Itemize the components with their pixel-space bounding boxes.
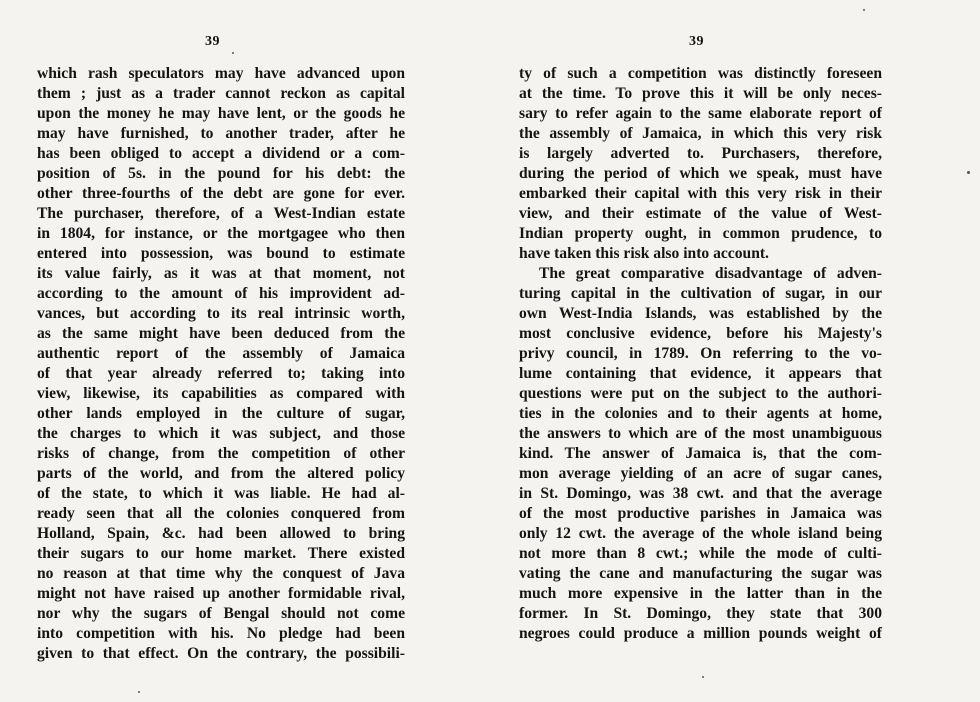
right-page-body — [519, 64, 882, 644]
text-line: The purchaser, therefore, of a West-Indian estate — [37, 205, 405, 222]
text-line: own West-India Islands, was established by the — [519, 305, 882, 322]
text-line: their sugars to our home market. There existed — [37, 545, 405, 562]
text-line: only 12 cwt. the average of the whole island being — [519, 525, 882, 542]
text-line: as the same might have been deduced from the — [37, 325, 405, 342]
print-speck — [138, 691, 140, 693]
text-line: ready seen that all the colonies conquered from — [37, 505, 405, 522]
print-speck — [967, 171, 970, 174]
text-line: lume containing that evidence, it appears that — [519, 365, 882, 382]
text-line: in 1804, for instance, or the mortgagee who then — [37, 225, 405, 242]
text-line: negroes could produce a million pounds weight of — [519, 625, 882, 642]
text-line: view, and their estimate of the value of West- — [519, 205, 882, 222]
text-line: The great comparative disadvantage of adven- — [539, 265, 882, 282]
text-line: in St. Domingo, was 38 cwt. and that the average — [519, 485, 882, 502]
text-line: the assembly of Jamaica, in which this very risk — [519, 125, 882, 142]
text-line: of that year already referred to; taking into — [37, 365, 405, 382]
print-speck — [702, 676, 704, 678]
text-line: its value fairly, as it was at that moment, not — [37, 265, 405, 282]
text-line: former. In St. Domingo, they state that 300 — [519, 605, 882, 622]
text-line: embarked their capital with this very risk in their — [519, 185, 882, 202]
text-line: Indian property ought, in common prudence, to — [519, 225, 882, 242]
text-line: may have furnished, to another trader, after he — [37, 125, 405, 142]
text-line: other three-fourths of the debt are gone for ever. — [37, 185, 405, 202]
text-line: at the time. To prove this it will be only neces- — [519, 85, 882, 102]
text-line: questions were put on the subject to the authori- — [519, 385, 882, 402]
text-line: kind. The answer of Jamaica is, that the com- — [519, 445, 882, 462]
text-line: privy council, in 1789. On referring to the vo- — [519, 345, 882, 362]
text-line: of the state, to which it was liable. He had al- — [37, 485, 405, 502]
text-line: mon average yielding of an acre of sugar canes, — [519, 465, 882, 482]
text-line: much more expensive in the latter than in the — [519, 585, 882, 602]
text-line: nor why the sugars of Bengal should not come — [37, 605, 405, 622]
text-line: authentic report of the assembly of Jamaica — [37, 345, 405, 362]
text-line: given to that effect. On the contrary, the possibili- — [37, 645, 405, 662]
text-line: into competition with his. No pledge had been — [37, 625, 405, 642]
left-page — [0, 0, 468, 702]
text-line: vances, but according to its real intrinsic worth, — [37, 305, 405, 322]
text-line: view, likewise, its capabilities as compared with — [37, 385, 405, 402]
text-line: has been obliged to accept a dividend or a com- — [37, 145, 405, 162]
text-line: might not have raised up another formidable rival, — [37, 585, 405, 602]
text-line: the charges to which it was subject, and those — [37, 425, 405, 442]
left-page-number: 39 — [205, 34, 220, 49]
text-line: ties in the colonies and to their agents at home, — [519, 405, 882, 422]
left-page-body — [37, 64, 405, 664]
right-page-number: 39 — [689, 34, 704, 49]
text-line: most conclusive evidence, before his Majesty's — [519, 325, 882, 342]
text-line: them ; just as a trader cannot reckon as capital — [37, 85, 405, 102]
text-line: upon the money he may have lent, or the goods he — [37, 105, 405, 122]
text-line: entered into possession, was bound to estimate — [37, 245, 405, 262]
text-line: ty of such a competition was distinctly foreseen — [519, 65, 882, 82]
text-line: position of 5s. in the pound for his debt: the — [37, 165, 405, 182]
text-line: sary to refer again to the same elaborate report of — [519, 105, 882, 122]
print-speck — [232, 52, 234, 54]
text-line: not more than 8 cwt.; while the mode of culti- — [519, 545, 882, 562]
text-line: of the most productive parishes in Jamaica was — [519, 505, 882, 522]
text-line: according to the amount of his improvident ad- — [37, 285, 405, 302]
text-line: have taken this risk also into account. — [519, 245, 769, 262]
text-line: vating the cane and manufacturing the sugar was — [519, 565, 882, 582]
text-line: other lands employed in the culture of sugar, — [37, 405, 405, 422]
text-line: turing capital in the cultivation of sugar, in our — [519, 285, 882, 302]
text-line: parts of the world, and from the altered policy — [37, 465, 405, 482]
text-line: which rash speculators may have advanced upon — [37, 65, 405, 82]
text-line: risks of change, from the competition of other — [37, 445, 405, 462]
text-line: is largely adverted to. Purchasers, therefore, — [519, 145, 882, 162]
text-line: no reason at that time why the conquest of Java — [37, 565, 405, 582]
text-line: Holland, Spain, &c. had been allowed to bring — [37, 525, 405, 542]
text-line: during the period of which we speak, must have — [519, 165, 882, 182]
print-speck — [863, 9, 865, 11]
right-page — [500, 0, 980, 702]
text-line: the answers to which are of the most unambiguous — [519, 425, 882, 442]
